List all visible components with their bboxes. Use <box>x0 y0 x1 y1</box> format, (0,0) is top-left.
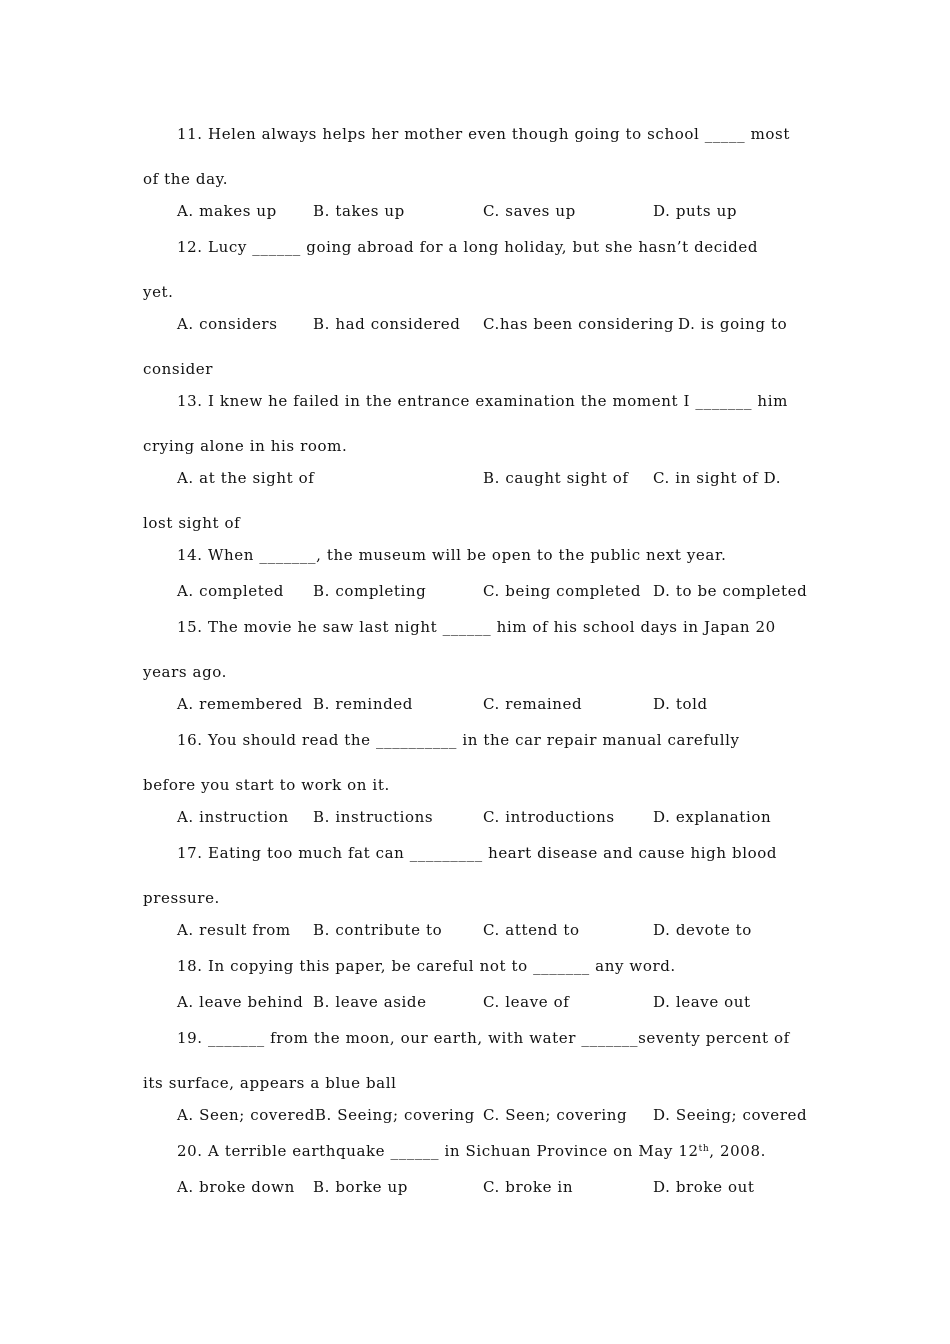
question-13-option-c: C. in sight of D. <box>653 469 782 487</box>
question-11-option-d: D. puts up <box>653 202 738 220</box>
question-17-stem-cont: pressure. <box>143 889 220 907</box>
question-19-stem: 19. _______ from the moon, our earth, with water _______seventy percent of <box>177 1029 790 1047</box>
question-20-option-b: B. borke up <box>313 1178 408 1196</box>
question-12-option-a: A. considers <box>177 315 278 333</box>
question-17-option-b: B. contribute to <box>313 921 443 939</box>
question-13-option-a: A. at the sight of <box>177 469 315 487</box>
question-15-option-b: B. reminded <box>313 695 413 713</box>
question-12-option-cont: consider <box>143 360 214 378</box>
question-16-stem: 16. You should read the __________ in the car repair manual carefully <box>177 731 740 749</box>
question-18-option-d: D. leave out <box>653 993 751 1011</box>
question-11-stem-cont: of the day. <box>143 170 229 188</box>
question-14-stem: 14. When _______, the museum will be open to the public next year. <box>177 546 727 564</box>
question-17-stem: 17. Eating too much fat can _________ heart disease and cause high blood <box>177 844 778 862</box>
question-12-option-d: D. is going to <box>678 315 788 333</box>
question-15-option-d: D. told <box>653 695 708 713</box>
question-11-option-a: A. makes up <box>177 202 277 220</box>
question-17-option-a: A. result from <box>177 921 291 939</box>
question-16-stem-cont: before you start to work on it. <box>143 776 390 794</box>
question-20-stem: 20. A terrible earthquake ______ in Sichuan Province on May 12th, 2008. <box>177 1142 766 1160</box>
question-17-option-d: D. devote to <box>653 921 752 939</box>
question-20-option-d: D. broke out <box>653 1178 755 1196</box>
question-17-option-c: C. attend to <box>483 921 580 939</box>
question-20-option-c: C. broke in <box>483 1178 574 1196</box>
question-18-option-b: B. leave aside <box>313 993 427 1011</box>
question-16-option-a: A. instruction <box>177 808 289 826</box>
question-16-option-d: D. explanation <box>653 808 772 826</box>
question-15-stem-cont: years ago. <box>143 663 228 681</box>
question-12-option-b: B. had considered <box>313 315 461 333</box>
question-16-option-c: C. introductions <box>483 808 615 826</box>
question-11-option-b: B. takes up <box>313 202 405 220</box>
question-14-option-b: B. completing <box>313 582 427 600</box>
question-19-option-ab: A. Seen; coveredB. Seeing; covering <box>177 1106 475 1124</box>
question-18-option-a: A. leave behind <box>177 993 304 1011</box>
question-14-option-d: D. to be completed <box>653 582 808 600</box>
question-19-option-c: C. Seen; covering <box>483 1106 628 1124</box>
question-15-stem: 15. The movie he saw last night ______ him of his school days in Japan 20 <box>177 618 776 636</box>
question-13-option-b: B. caught sight of <box>483 469 629 487</box>
question-12-stem-cont: yet. <box>143 283 174 301</box>
question-12-stem: 12. Lucy ______ going abroad for a long holiday, but she hasn’t decided <box>177 238 759 256</box>
question-11-stem: 11. Helen always helps her mother even though going to school _____ most <box>177 125 790 143</box>
question-19-option-d: D. Seeing; covered <box>653 1106 808 1124</box>
question-19-stem-cont: its surface, appears a blue ball <box>143 1074 397 1092</box>
question-14-option-a: A. completed <box>177 582 285 600</box>
question-11-option-c: C. saves up <box>483 202 576 220</box>
question-18-stem: 18. In copying this paper, be careful not to _______ any word. <box>177 957 676 975</box>
superscript-th: th <box>698 1144 710 1154</box>
question-14-option-c: C. being completed <box>483 582 642 600</box>
question-13-stem: 13. I knew he failed in the entrance examination the moment I _______ him <box>177 392 788 410</box>
question-15-option-a: A. remembered <box>177 695 303 713</box>
question-20-option-a: A. broke down <box>177 1178 295 1196</box>
question-15-option-c: C. remained <box>483 695 583 713</box>
question-18-option-c: C. leave of <box>483 993 570 1011</box>
question-16-option-b: B. instructions <box>313 808 434 826</box>
question-13-stem-cont: crying alone in his room. <box>143 437 348 455</box>
question-13-option-cont: lost sight of <box>143 514 241 532</box>
question-12-option-c: C.has been considering <box>483 315 675 333</box>
